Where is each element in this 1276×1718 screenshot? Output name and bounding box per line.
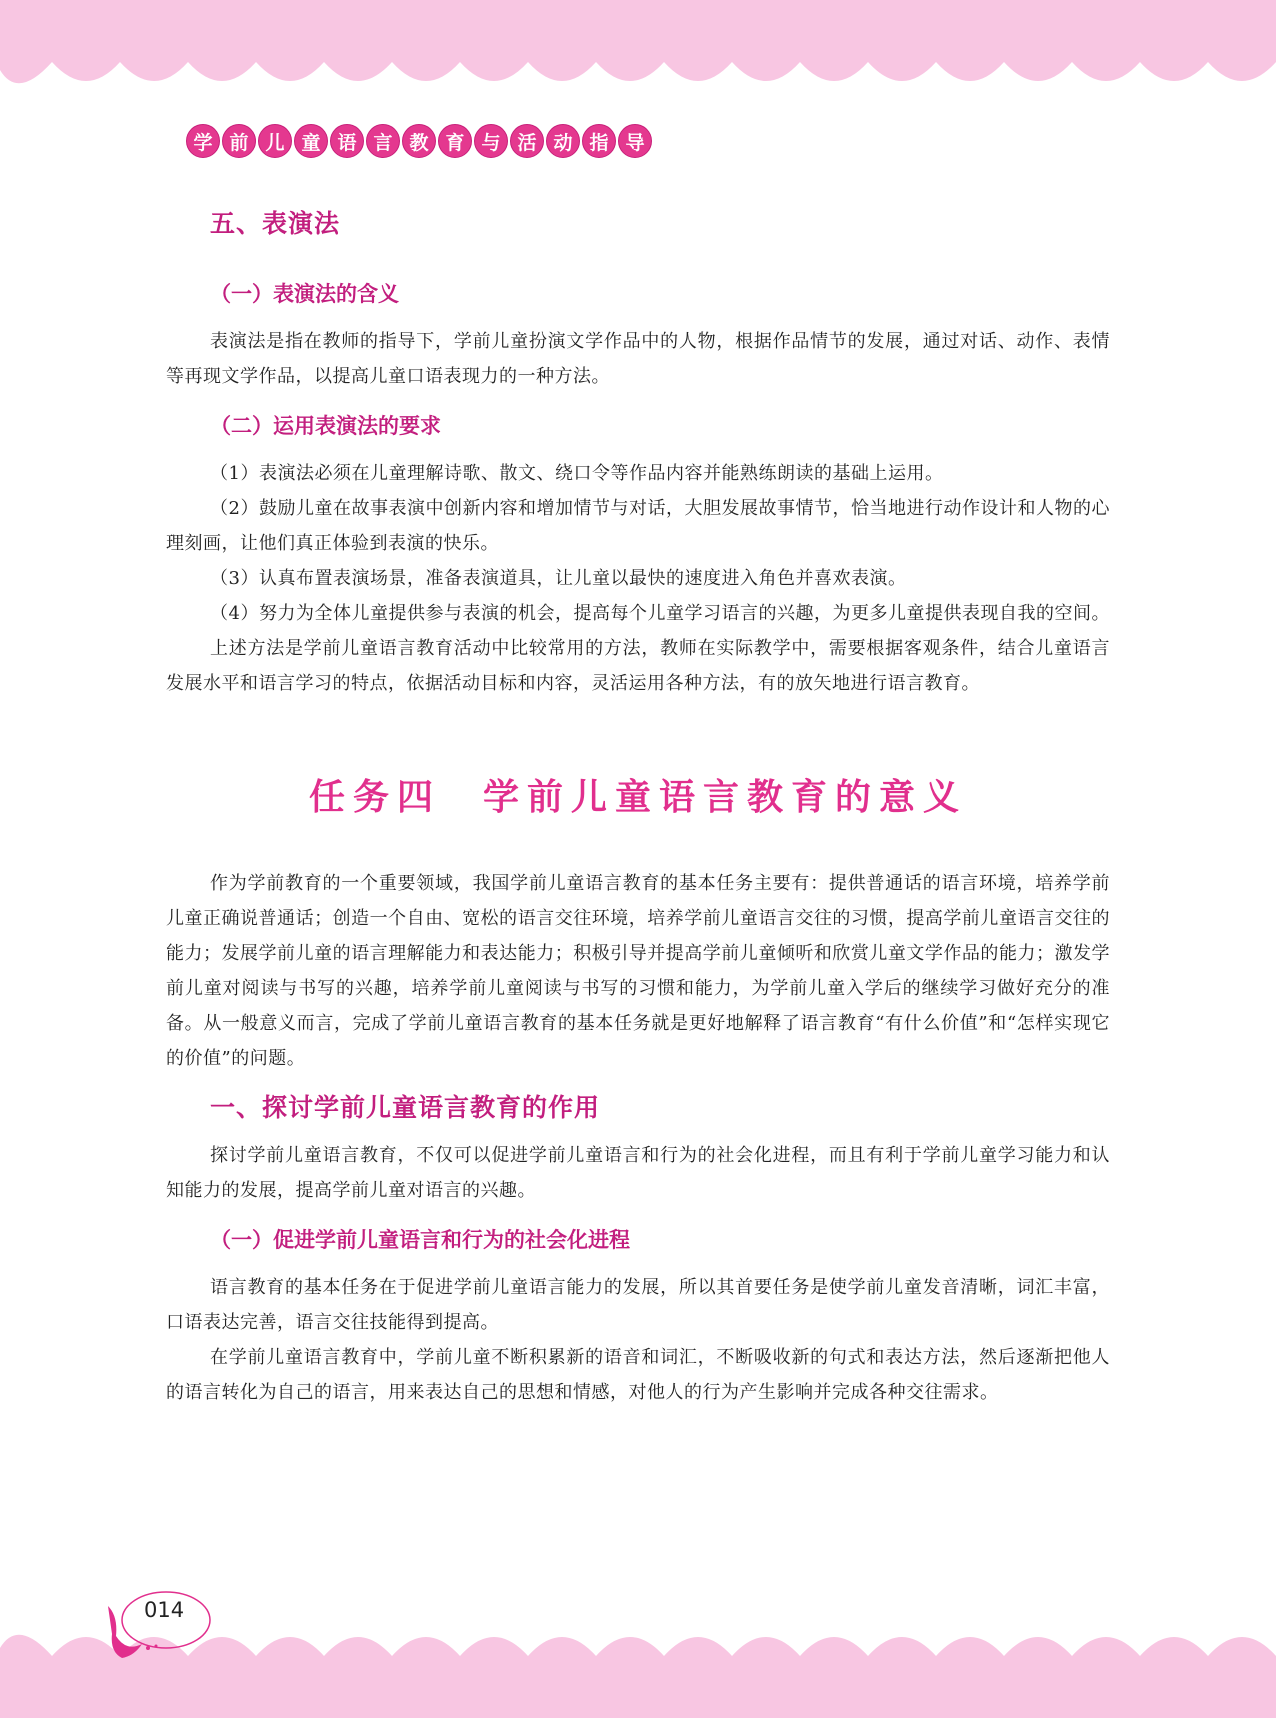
header-char: 教: [402, 124, 436, 158]
section-heading: 一、探讨学前儿童语言教育的作用: [210, 1093, 601, 1122]
header-char: 导: [618, 124, 652, 158]
subsection-heading: （二）运用表演法的要求: [210, 414, 441, 438]
header-char: 语: [330, 124, 364, 158]
header-char: 儿: [258, 124, 292, 158]
paragraph: 上述方法是学前儿童语言教育活动中比较常用的方法，教师在实际教学中，需要根据客观条件，结合儿童语言发展水平和语言学习的特点，依据活动目标和内容，灵活运用各种方法，有的放矢地进行语言教育。: [166, 638, 1110, 694]
header-char: 活: [510, 124, 544, 158]
header-char: 言: [366, 124, 400, 158]
list-item: （4）努力为全体儿童提供参与表演的机会，提高每个儿童学习语言的兴趣，为更多儿童提供表现自我的空间。: [210, 603, 1110, 624]
paragraph: 语言教育的基本任务在于促进学前儿童语言能力的发展，所以其首要任务是使学前儿童发音清晰，词汇丰富，口语表达完善，语言交往技能得到提高。: [166, 1277, 1110, 1333]
paragraph: 探讨学前儿童语言教育，不仅可以促进学前儿童语言和行为的社会化进程，而且有利于学前儿童学习能力和认知能力的发展，提高学前儿童对语言的兴趣。: [166, 1145, 1110, 1201]
header-char: 童: [294, 124, 328, 158]
task-label: 任务四: [308, 777, 441, 818]
book-title-header: [186, 124, 652, 158]
page-number: 014: [144, 1598, 185, 1622]
list-item: （3）认真布置表演场景，准备表演道具，让儿童以最快的速度进入角色并喜欢表演。: [210, 568, 907, 589]
list-item: （1）表演法必须在儿童理解诗歌、散文、绕口令等作品内容并能熟练朗读的基础上运用。: [210, 463, 944, 484]
paragraph: 作为学前教育的一个重要领域，我国学前儿童语言教育的基本任务主要有：提供普通话的语言环境，培养学前儿童正确说普通话；创造一个自由、宽松的语言交往环境，培养学前儿童语言交往的习惯，提高学前儿童语言交往的能力；发展学前儿童的语言理解能力和表达能力；积极引导并提高学前儿童倾听和欣赏儿童文学作品的能力；激发学前儿童对阅读与书写的兴趣，培养学前儿童阅读与书写的习惯和能力，为学前儿童入学后的继续学习做好充分的准备。从一般意义而言，完成了学前儿童语言教育的基本任务就是更好地解释了语言教育“有什么价值”和“怎样实现它的价值”的问题。: [166, 873, 1110, 1069]
paragraph: 在学前儿童语言教育中，学前儿童不断积累新的语音和词汇，不断吸收新的句式和表达方法，然后逐渐把他人的语言转化为自己的语言，用来表达自己的思想和情感，对他人的行为产生影响并完成各种交往需求。: [166, 1347, 1110, 1403]
header-char: 学: [186, 124, 220, 158]
paragraph: 表演法是指在教师的指导下，学前儿童扮演文学作品中的人物，根据作品情节的发展，通过对话、动作、表情等再现文学作品，以提高儿童口语表现力的一种方法。: [166, 331, 1110, 387]
header-char: 与: [474, 124, 508, 158]
header-char: 动: [546, 124, 580, 158]
task-name: 学前儿童语言教育的意义: [483, 777, 968, 818]
header-char: 指: [582, 124, 616, 158]
task-title: [166, 769, 1110, 820]
header-char: 前: [222, 124, 256, 158]
header-char: 育: [438, 124, 472, 158]
subsection-heading: （一）表演法的含义: [210, 282, 399, 306]
subsection-heading: （一）促进学前儿童语言和行为的社会化进程: [210, 1228, 630, 1252]
top-scalloped-border: [0, 0, 1276, 100]
list-item: （2）鼓励儿童在故事表演中创新内容和增加情节与对话，大胆发展故事情节，恰当地进行动作设计和人物的心理刻画，让他们真正体验到表演的快乐。: [166, 498, 1110, 554]
page-content: [166, 200, 1110, 1410]
section-heading: 五、表演法: [210, 209, 341, 238]
